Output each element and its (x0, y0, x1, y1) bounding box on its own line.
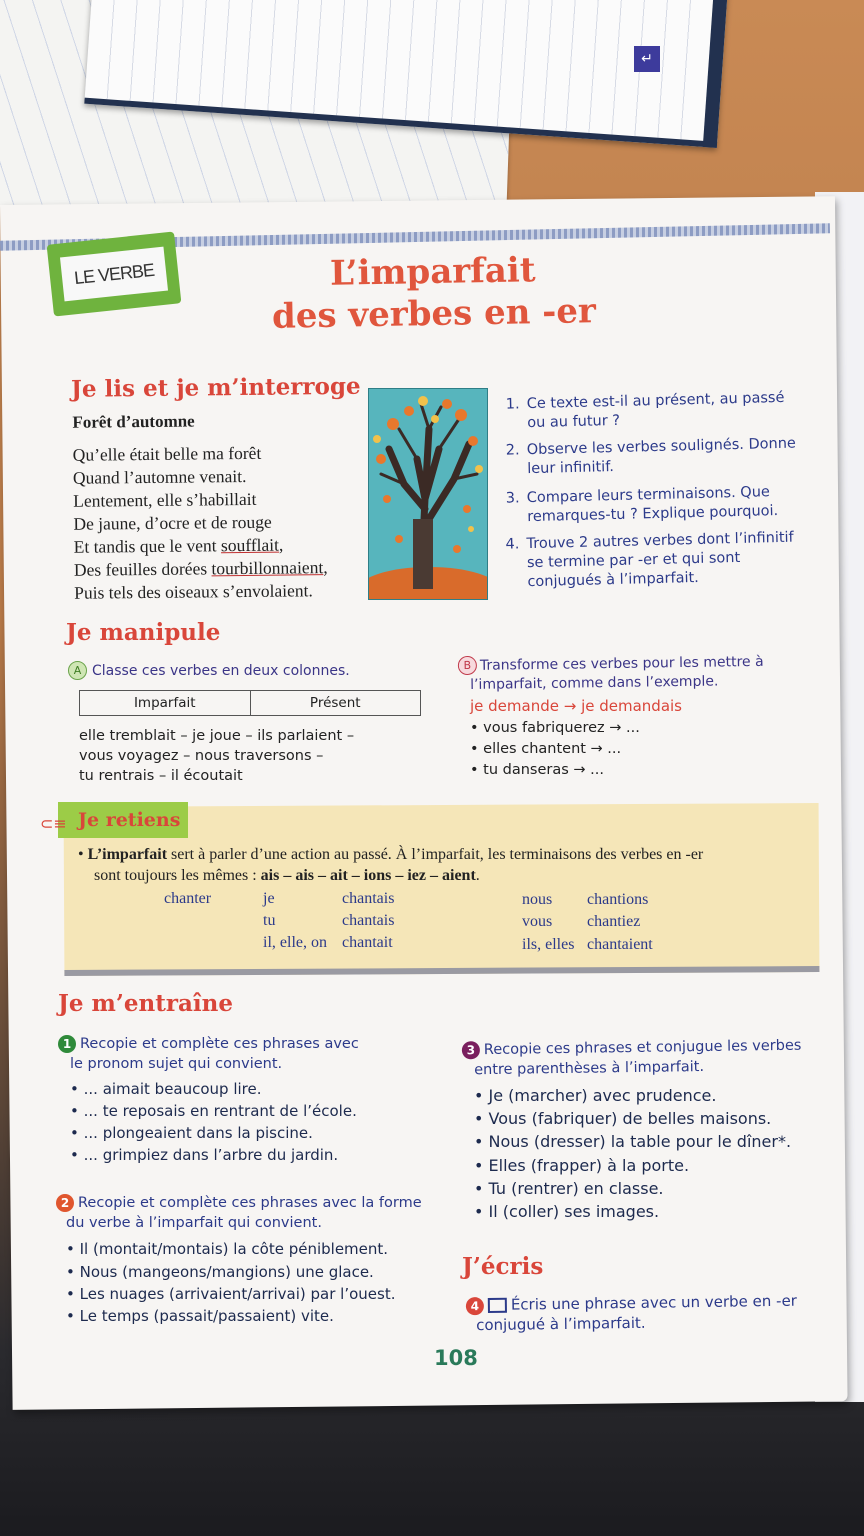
poem-line: Quand l’automne venait. (72, 465, 247, 488)
exercise-b-example: je demande → je demandais (470, 697, 682, 715)
manipule-heading: Je manipule (66, 619, 221, 646)
verb-list-line: vous voyagez – nous traversons – (79, 748, 324, 764)
exercise-2-item: • Les nuages (arrivaient/arrivai) par l’ouest. (66, 1285, 396, 1303)
question: 1. Ce texte est-il au présent, au passé ou au futur ? (505, 389, 785, 432)
verb-list-line: tu rentrais – il écoutait (79, 768, 243, 784)
notebook-bookmark-icon: ↵ (634, 46, 660, 72)
exercise-1-item: • ... grimpiez dans l’arbre du jardin. (70, 1146, 339, 1164)
pronoun: je (263, 890, 275, 907)
clip-icon: ⊂≡ (40, 814, 67, 833)
computer-icon (488, 1298, 507, 1313)
classify-table (79, 690, 421, 716)
exercise-3-item: • Elles (frapper) à la porte. (474, 1156, 690, 1175)
rule-line1: • L’imparfait sert à parler d’une action au passé. À l’imparfait, les terminaisons des verbes en -er (78, 846, 704, 863)
category-label: LE VERBE (60, 247, 168, 302)
exercise-3-item: • Nous (dresser) la table pour le dîner*. (474, 1132, 792, 1151)
exercise-3-title: 3 Recopie ces phrases et conjugue les verbes entre parenthèses à l’imparfait. (462, 1036, 802, 1081)
autumn-tree-illustration (368, 388, 488, 600)
exercise-2-item: • Nous (mangeons/mangions) une glace. (66, 1263, 374, 1281)
retiens-heading: Je retiens (78, 809, 181, 831)
conjugated-form: chantait (342, 934, 393, 951)
pronoun: tu (263, 912, 276, 929)
exercise-2-item: • Le temps (passait/passaient) vite. (66, 1307, 334, 1325)
endings: ais – ais – ait – ions – iez – aient (260, 867, 476, 884)
lesson-title-line2: des verbes en -er (271, 291, 597, 337)
exercise-b-instruction-line1: Transforme ces verbes pour les mettre à (479, 653, 764, 674)
exercise-3-item: • Vous (fabriquer) de belles maisons. (474, 1109, 772, 1128)
poem-line: Qu’elle était belle ma forêt (72, 442, 262, 465)
conjugation-verb: chanter (164, 890, 212, 907)
exercise-1-item: • ... aimait beaucoup lire. (70, 1080, 262, 1098)
exercise-1-item: • ... te reposais en rentrant de l’école. (70, 1102, 357, 1120)
entraine-heading: Je m’entraîne (58, 990, 233, 1017)
exercise-b-instruction-line2: l’imparfait, comme dans l’exemple. (470, 673, 719, 693)
exercise-a-header (68, 661, 350, 680)
exercise-1-number: 1 (58, 1035, 76, 1053)
conjugated-form: chantaient (587, 936, 653, 953)
exercise-3-item: • Il (coller) ses images. (474, 1202, 660, 1221)
exercise-b-badge: B (458, 656, 477, 675)
question: 3. Compare leurs terminaisons. Que remarques-tu ? Explique pourquoi. (505, 484, 779, 526)
pronoun: ils, elles (522, 936, 575, 953)
column-present: Présent (309, 695, 361, 711)
poem-title: Forêt d’automne (72, 411, 195, 432)
exercise-b-header (458, 652, 764, 693)
conjugated-form: chantions (587, 891, 649, 908)
exercise-2-title: 2 Recopie et complète ces phrases avec la forme du verbe à l’imparfait qui convient. (56, 1193, 422, 1233)
pronoun: vous (522, 913, 553, 930)
conjugated-form: chantais (342, 890, 395, 907)
exercise-2-item: • Il (montait/montais) la côte péniblement. (66, 1240, 389, 1258)
exercise-4-number: 4 (466, 1297, 484, 1315)
exercise-b-item: • elles chantent → ... (470, 741, 622, 757)
column-imparfait: Imparfait (80, 691, 251, 715)
category-tag (47, 232, 182, 317)
lesson-title-line1: L’imparfait (329, 250, 536, 294)
exercise-1-title: 1 Recopie et complète ces phrases avec le pronom sujet qui convient. (58, 1034, 359, 1074)
exercise-b-item: • vous fabriquerez → ... (470, 720, 640, 736)
verb-list-line: elle tremblait – je joue – ils parlaient – (79, 728, 355, 744)
read-heading: Je lis et je m’interroge (70, 372, 361, 403)
exercise-4-title: 4 Écris une phrase avec un verbe en -er conjugué à l’imparfait. (466, 1291, 798, 1336)
conjugated-form: chantiez (587, 913, 641, 930)
exercise-a-badge: A (68, 661, 87, 680)
conjugated-form: chantais (342, 912, 395, 929)
question: 2. Observe les verbes soulignés. Donne leur infinitif. (505, 435, 797, 478)
poem-line: Puis tels des oiseaux s’envolaient. (74, 580, 313, 603)
exercise-3-number: 3 (462, 1041, 480, 1059)
exercise-a-instruction: Classe ces verbes en deux colonnes. (92, 662, 350, 679)
question: 4. Trouve 2 autres verbes dont l’infinitif se termine par -er et qui sont conjugués à l’imparfait. (505, 529, 794, 591)
exercise-3-item: • Tu (rentrer) en classe. (474, 1179, 664, 1198)
exercise-2-number: 2 (56, 1194, 74, 1212)
underlined-verb: tourbillonnaient (211, 557, 324, 579)
exercise-1-item: • ... plongeaient dans la piscine. (70, 1124, 313, 1142)
underlined-verb: soufflait (220, 534, 280, 556)
exercise-3-item: • Je (marcher) avec prudence. (474, 1086, 717, 1105)
poem-line: De jaune, d’ocre et de rouge (73, 511, 272, 534)
page-number: 108 (434, 1346, 478, 1370)
rule-line2: sont toujours les mêmes : ais – ais – ait – ions – iez – aient. (94, 867, 480, 884)
pronoun: nous (522, 891, 553, 908)
poem-line: Et tandis que le vent soufflait, (73, 534, 284, 557)
pronoun: il, elle, on (263, 934, 327, 951)
exercise-b-item: • tu danseras → ... (470, 762, 604, 778)
ecris-heading: J’écris (462, 1253, 544, 1280)
poem-line: Des feuilles dorées tourbillonnaient, (73, 557, 328, 580)
poem-line: Lentement, elle s’habillait (73, 488, 257, 511)
